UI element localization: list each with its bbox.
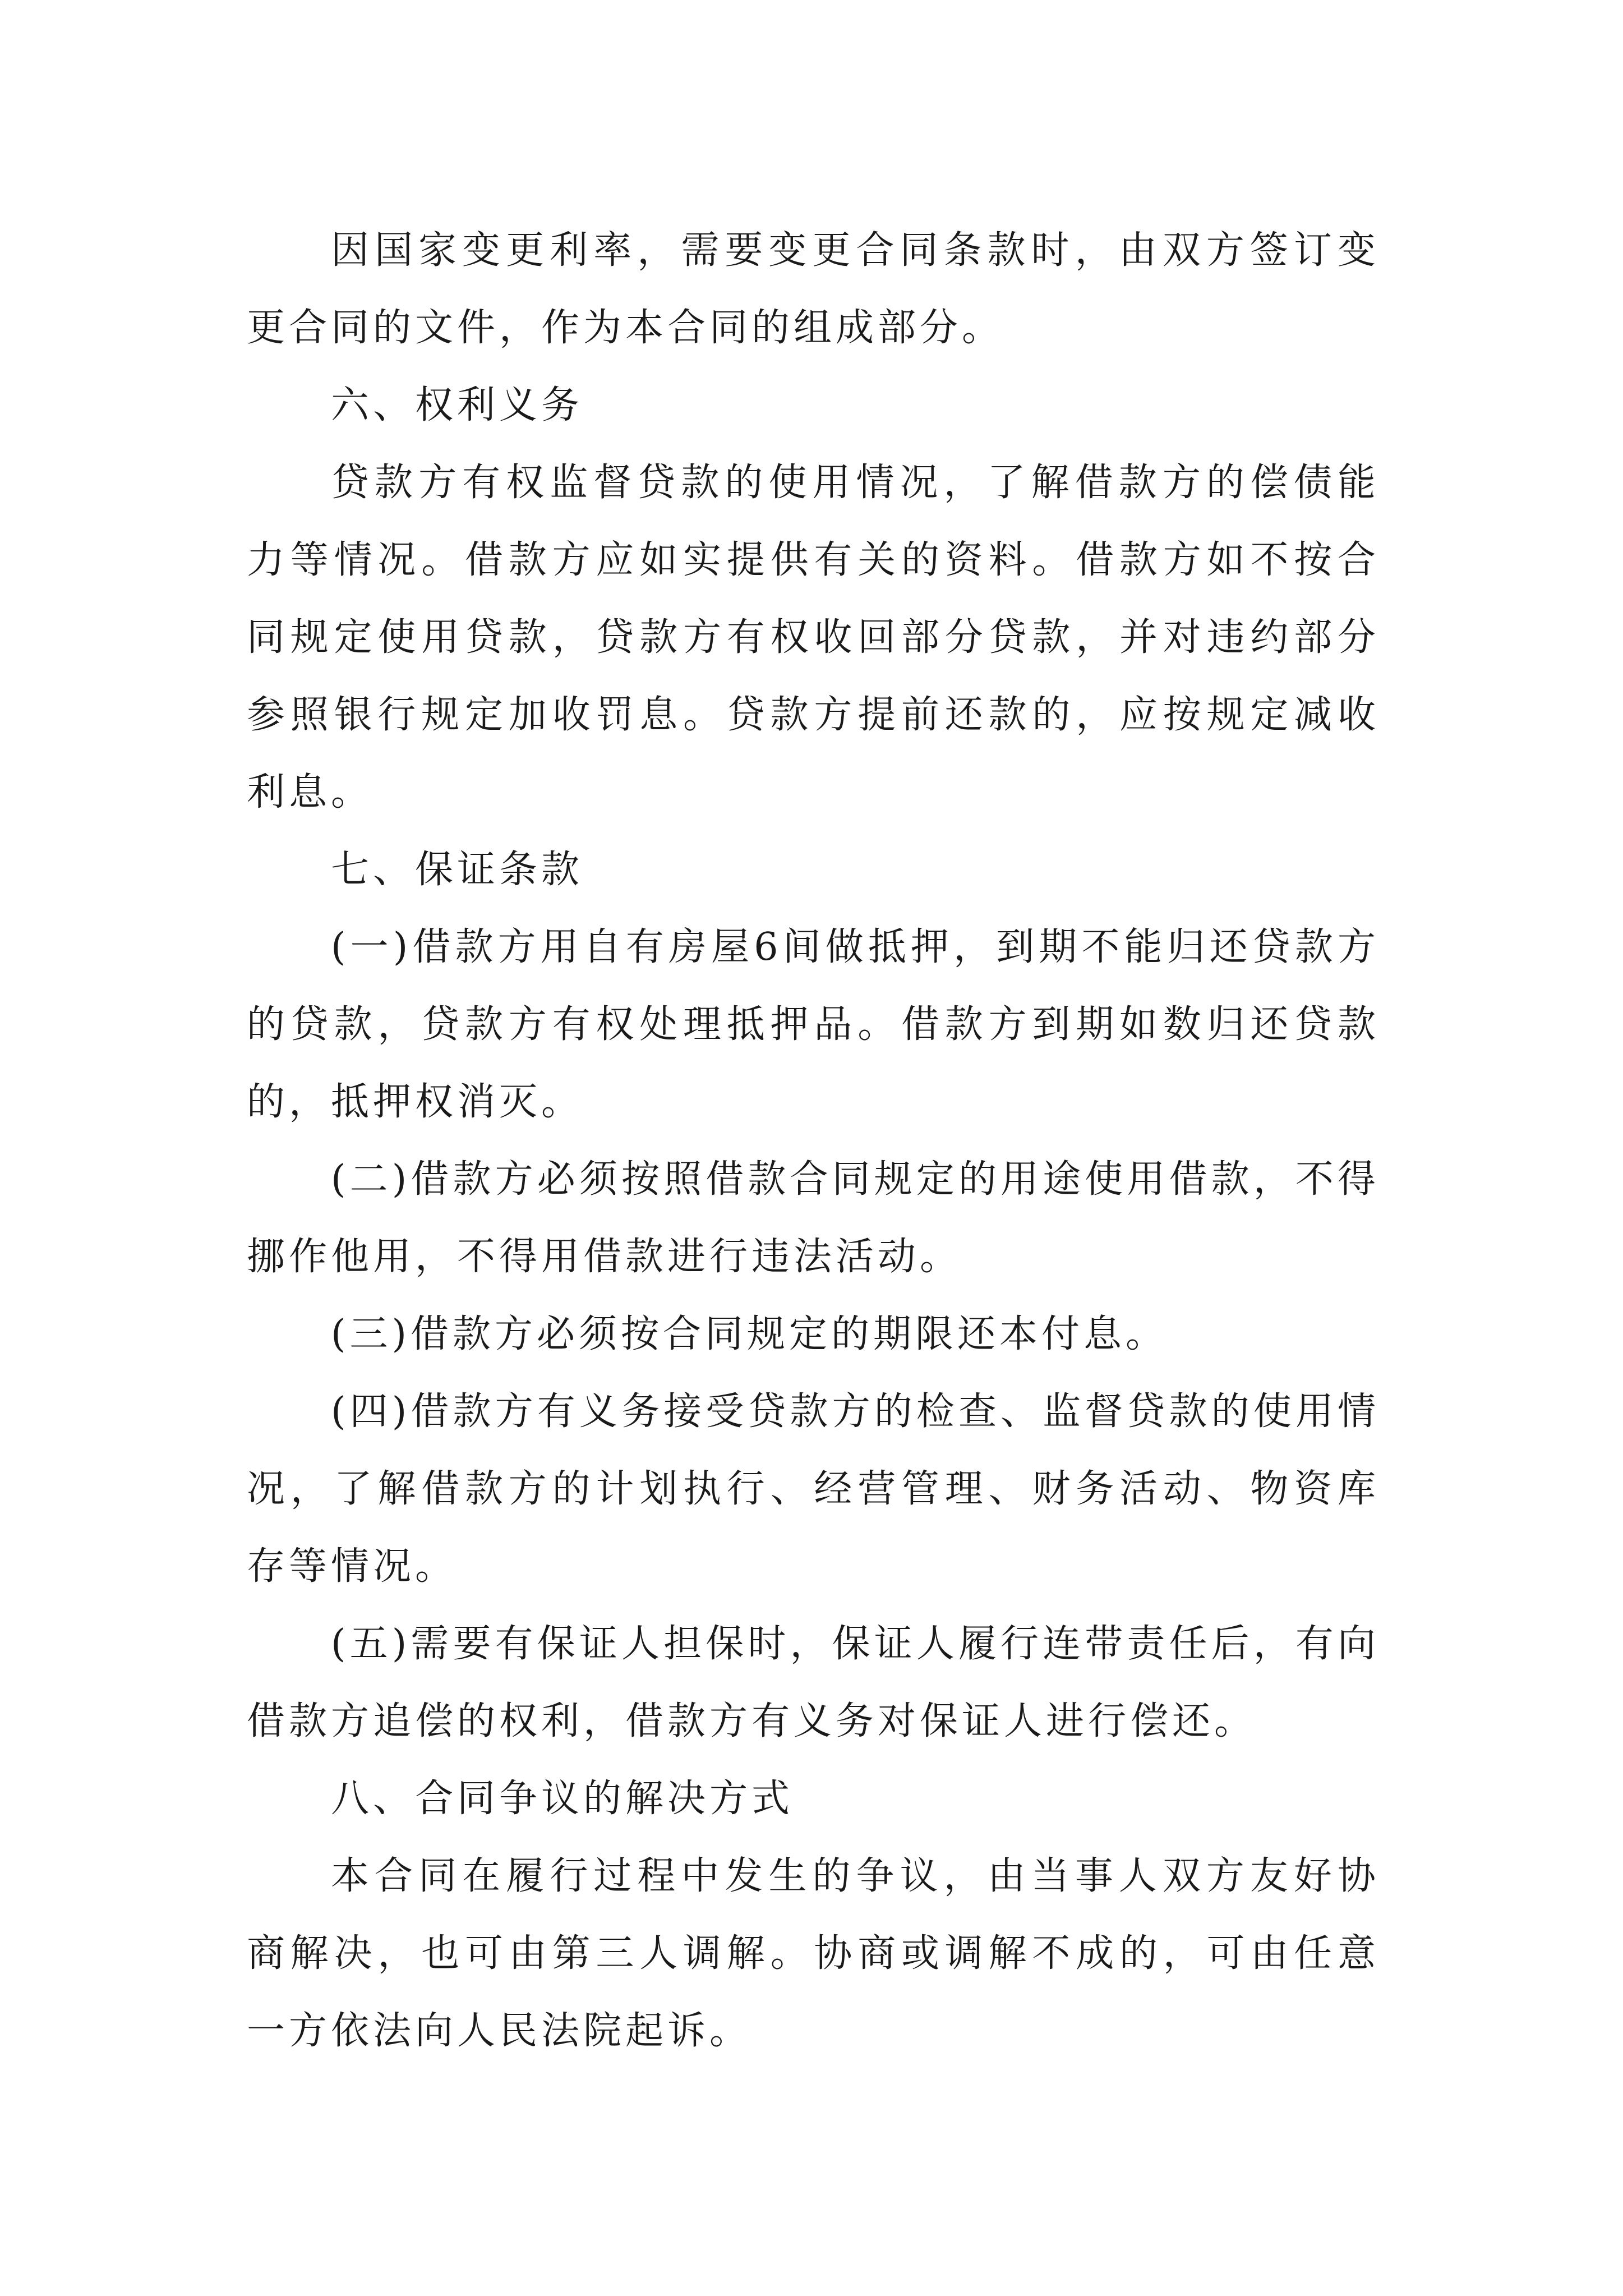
paragraph-guarantee-2: (二)借款方必须按照借款合同规定的用途使用借款，不得挪作他用，不得用借款进行违法活动。 <box>247 1157 1380 1279</box>
contract-body <box>247 212 1380 2070</box>
paragraph-guarantee-3: (三)借款方必须按合同规定的期限还本付息。 <box>331 1312 1168 1356</box>
section-heading-dispute-resolution: 八、合同争议的解决方式 <box>331 1777 794 1821</box>
paragraph-rights-obligations: 贷款方有权监督贷款的使用情况，了解借款方的偿债能力等情况。借款方应如实提供有关的资料。借款方如不按合同规定使用贷款，贷款方有权收回部分贷款，并对违约部分参照银行规定加收罚息。贷款方提前还款的，应按规定减收利息。 <box>247 461 1380 815</box>
section-heading-guarantee-terms: 七、保证条款 <box>331 848 584 892</box>
paragraph-dispute-resolution: 本合同在履行过程中发生的争议，由当事人双方友好协商解决，也可由第三人调解。协商或调解不成的，可由任意一方依法向人民法院起诉。 <box>247 1854 1380 2053</box>
paragraph-guarantee-5: (五)需要有保证人担保时，保证人履行连带责任后，有向借款方追偿的权利，借款方有义务对保证人进行偿还。 <box>247 1622 1380 1743</box>
paragraph-guarantee-4: (四)借款方有义务接受贷款方的检查、监督贷款的使用情况，了解借款方的计划执行、经营管理、财务活动、物资库存等情况。 <box>247 1389 1380 1589</box>
section-heading-rights-obligations: 六、权利义务 <box>331 383 584 427</box>
paragraph-guarantee-1: (一)借款方用自有房屋6间做抵押，到期不能归还贷款方的贷款，贷款方有权处理抵押品。借款方到期如数归还贷款的，抵押权消灭。 <box>247 925 1380 1124</box>
paragraph-interest-rate-change: 因国家变更利率，需要变更合同条款时，由双方签订变更合同的文件，作为本合同的组成部分。 <box>247 228 1380 350</box>
